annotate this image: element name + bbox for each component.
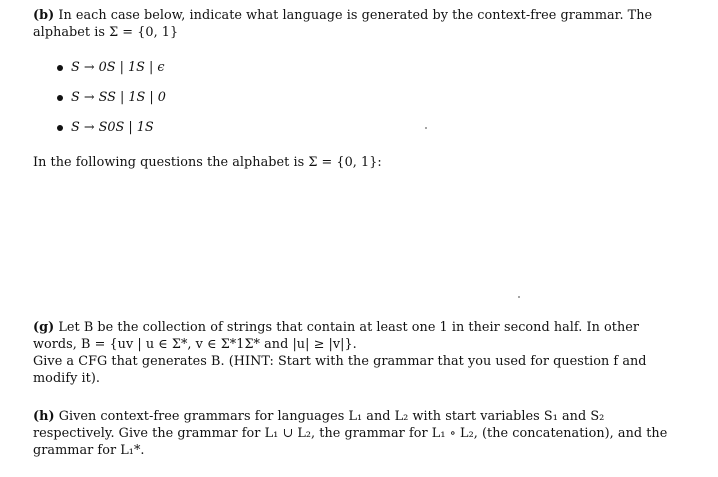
grammar-list	[57, 59, 457, 149]
part-b-text: In each case below, indicate what language is generated by the context-free grammar. The alphabet is Σ = {0, 1}	[33, 8, 653, 40]
bullet-icon	[57, 95, 63, 101]
stray-mark	[518, 296, 520, 298]
part-b-question	[33, 7, 683, 41]
part-h-text: Given context-free grammars for languages L₁ and L₂ with start variables S₁ and S₂ respectively. Give the grammar for L₁ ∪ L₂, the grammar for L₁ ∘ L₂, (the concatenation), and the grammar for L₁*.	[33, 409, 668, 458]
grammar-item	[57, 89, 457, 106]
part-g-text-2: Give a CFG that generates B. (HINT: Start with the grammar that you used for question f and modify it).	[33, 354, 647, 386]
alphabet-statement	[33, 154, 683, 171]
part-b-label: (b)	[33, 8, 55, 23]
part-g-paragraph-1	[33, 319, 683, 353]
grammar-rule: S → 0S | 1S | ϵ	[71, 60, 165, 75]
bullet-icon	[57, 125, 63, 131]
stray-mark	[425, 127, 427, 129]
part-h-label: (h)	[33, 409, 55, 424]
part-b-paragraph	[33, 7, 683, 41]
part-g-label: (g)	[33, 320, 55, 335]
grammar-rule: S → S0S | 1S	[71, 120, 154, 135]
part-g-text-1: Let B be the collection of strings that contain at least one 1 in their second half. In other words, B = {uv | u ∈ Σ*, v ∈ Σ*1Σ* and |u| ≥ |v|}.	[33, 320, 640, 352]
part-h-paragraph	[33, 408, 683, 459]
bullet-icon	[57, 65, 63, 71]
grammar-item	[57, 119, 457, 136]
part-h-question	[33, 408, 683, 459]
part-g-question	[33, 319, 683, 387]
grammar-rule: S → SS | 1S | 0	[71, 90, 166, 105]
grammar-item	[57, 59, 457, 76]
alphabet-text: In the following questions the alphabet is Σ = {0, 1}:	[33, 155, 382, 170]
